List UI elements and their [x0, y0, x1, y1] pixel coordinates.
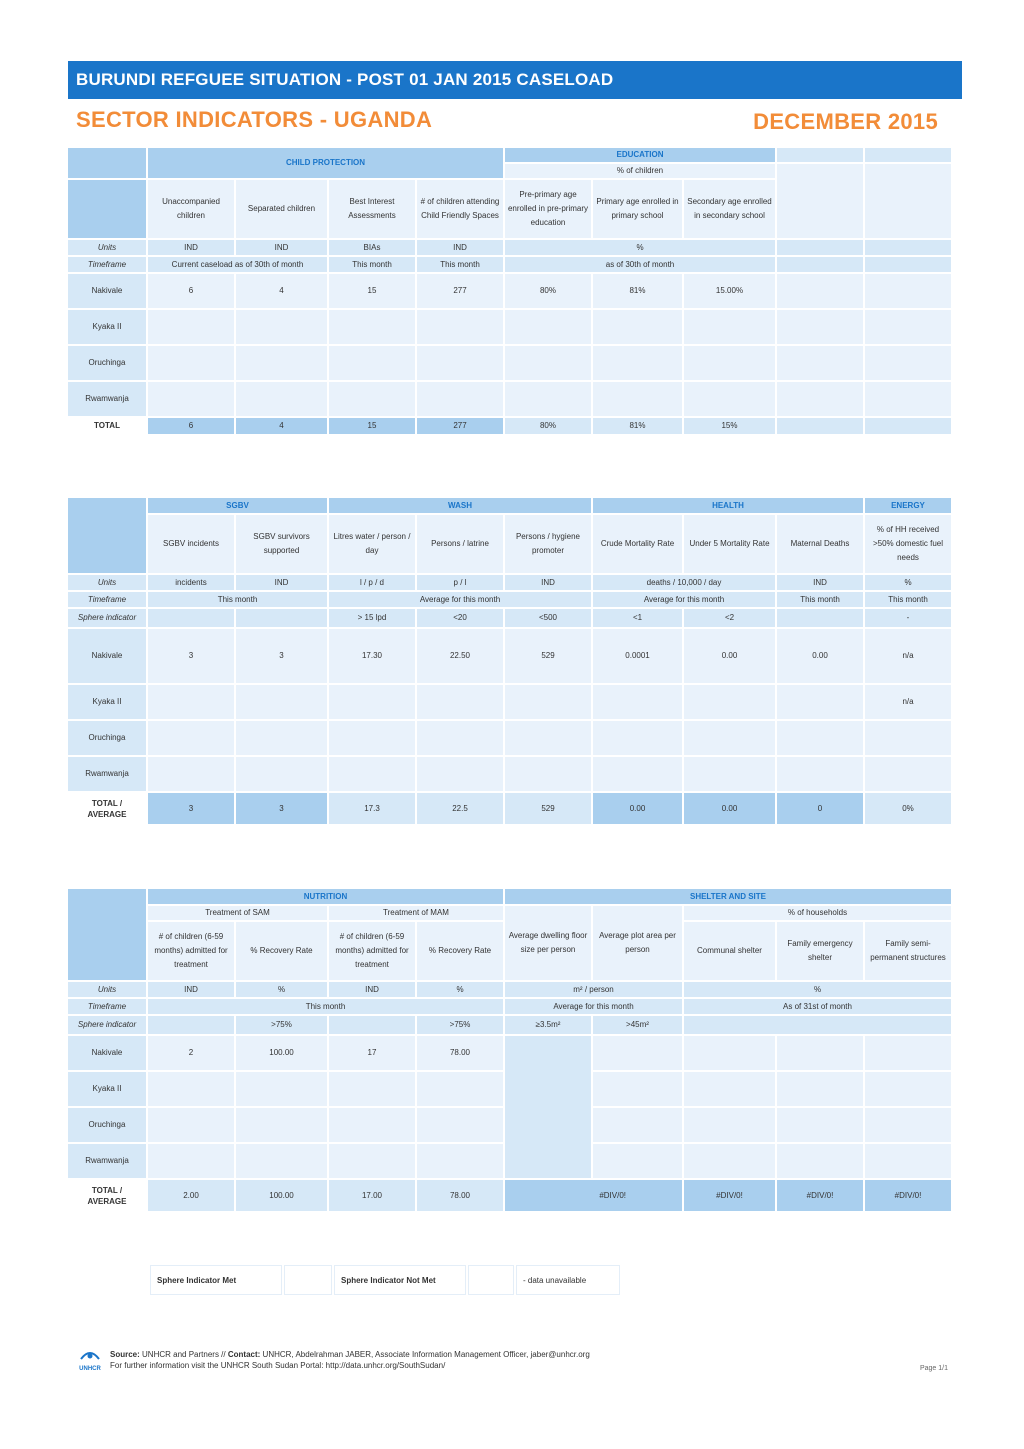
unhcr-logo-icon: UNHCR: [78, 1347, 102, 1369]
sphere-label: Sphere indicator: [68, 609, 146, 627]
col-header: Secondary age enrolled in secondary school: [684, 180, 775, 238]
col-header: Unaccompanied children: [148, 180, 234, 238]
col-header: Primary age enrolled in primary school: [593, 180, 682, 238]
legend-met-swatch: [284, 1265, 332, 1295]
table-row: Kyaka II: [68, 310, 951, 344]
legend-na: - data unavailable: [516, 1265, 620, 1295]
section-wash: WASH: [329, 498, 591, 513]
corner-cell: [68, 148, 146, 178]
section-health: HEALTH: [593, 498, 863, 513]
footer: Source: UNHCR and Partners // Contact: UNHCR, Abdelrahman JABER, Associate Information Management Officer, jaber@unhcr.org For further information visit the UNHCR South Sudan Portal: http://data.unhcr.org/SouthSudan/: [110, 1350, 590, 1370]
education-subheader: % of children: [505, 164, 775, 178]
table-row: Nakivale 2 100.00 17 78.00: [68, 1036, 951, 1070]
table-row: Kyaka II: [68, 1072, 951, 1106]
table-row: Rwamwanja: [68, 382, 951, 416]
legend-not-met: Sphere Indicator Not Met: [334, 1265, 466, 1295]
table-nutrition-shelter: NUTRITION SHELTER AND SITE Treatment of SAM Treatment of MAM Average dwelling floor size per person Average plot area per person % of households # of children (6-59 months) admitted for treatment % Recovery Rate # of children (6-59 months) admitted for treatment % Recovery Rate Communal shelter Family emergency shelter Family semi-permanent structures Units IND % IND % m² / person % Timeframe This month Average for this month As of 31st of month Sphere indicator >75% >75% ≥3.5m² >45m² Nakivale 2 100.00 17 78.00 Kyaka II Oruchinga Rwamwanja TOTAL / AVERAGE 2.00 100.00 17.00 78.00 #DIV/0! #DIV/0! #DIV/0! #DIV/0!: [66, 887, 953, 1213]
legend-not-met-swatch: [468, 1265, 514, 1295]
timeframe-label: Timeframe: [68, 257, 146, 272]
total-row: TOTAL / AVERAGE 2.00 100.00 17.00 78.00 #DIV/0! #DIV/0! #DIV/0! #DIV/0!: [68, 1180, 951, 1211]
report-month: DECEMBER 2015: [753, 109, 938, 134]
table-row: Kyaka II n/a: [68, 685, 951, 719]
col-header: Best Interest Assessments: [329, 180, 415, 238]
table-row: Oruchinga: [68, 721, 951, 755]
total-row: TOTAL / AVERAGE 3 3 17.3 22.5 529 0.00 0.00 0 0%: [68, 793, 951, 824]
unhcr-emblem-icon: [78, 1347, 102, 1361]
portal-link[interactable]: For further information visit the UNHCR South Sudan Portal: http://data.unhcr.org/SouthSudan/: [110, 1361, 446, 1370]
section-nutrition: NUTRITION: [148, 889, 503, 904]
section-shelter: SHELTER AND SITE: [505, 889, 951, 904]
col-header: Pre-primary age enrolled in pre-primary education: [505, 180, 591, 238]
section-energy: ENERGY: [865, 498, 951, 513]
section-sgbv: SGBV: [148, 498, 327, 513]
page-number: Page 1/1: [919, 1365, 948, 1372]
table-child-protection-education: CHILD PROTECTION EDUCATION % of children Unaccompanied children Separated children Best Interest Assessments # of children attending Child Friendly Spaces Pre-primary age enrolled in pre-primary education Primary age enrolled in primary school Secondary age enrolled in secondary school Units IND IND BIAs IND % Timeframe Current caseload as of 30th of month This month This month as of 30th of month Nakivale 6 4 15 277 80% 81% 15.00% Kyaka II Oruchinga Rwamwanja TOTAL 6 4 15 277 80% 81% 15%: [66, 146, 953, 436]
col-header: # of children attending Child Friendly Spaces: [417, 180, 503, 238]
report-subtitle: SECTOR INDICATORS - UGANDA: [76, 107, 433, 132]
legend: [148, 1263, 622, 1297]
section-child-protection: CHILD PROTECTION: [148, 148, 503, 178]
table-row: Oruchinga: [68, 1108, 951, 1142]
section-education: EDUCATION: [505, 148, 775, 162]
table-row: Oruchinga: [68, 346, 951, 380]
table-sgbv-wash-health-energy: SGBV WASH HEALTH ENERGY SGBV incidents SGBV survivors supported Litres water / person / day Persons / latrine Persons / hygiene promoter Crude Mortality Rate Under 5 Mortality Rate Maternal Deaths % of HH received >50% domestic fuel needs Units incidents IND l / p / d p / l IND deaths / 10,000 / day IND % Timeframe This month Average for this month Average for this month This month This month Sphere indicator > 15 lpd <20 <500 <1 <2 - Nakivale 3 3 17.30 22.50 529 0.0001 0.00 0.00 n/a Kyaka II n/a Oruchinga Rwamwanja TOTAL / AVERAGE 3 3 17.3 22.5 529 0.00 0.00 0 0%: [66, 496, 953, 826]
table-row: Nakivale 6 4 15 277 80% 81% 15.00%: [68, 274, 951, 308]
report-banner: BURUNDI REFGUEE SITUATION - POST 01 JAN 2015 CASELOAD: [68, 61, 962, 99]
total-row: TOTAL 6 4 15 277 80% 81% 15%: [68, 418, 951, 434]
table-row: Nakivale 3 3 17.30 22.50 529 0.0001 0.00 0.00 n/a: [68, 629, 951, 683]
table-row: Rwamwanja: [68, 757, 951, 791]
units-label: Units: [68, 240, 146, 255]
table-row: Rwamwanja: [68, 1144, 951, 1178]
col-header: Separated children: [236, 180, 327, 238]
legend-met: Sphere Indicator Met: [150, 1265, 282, 1295]
